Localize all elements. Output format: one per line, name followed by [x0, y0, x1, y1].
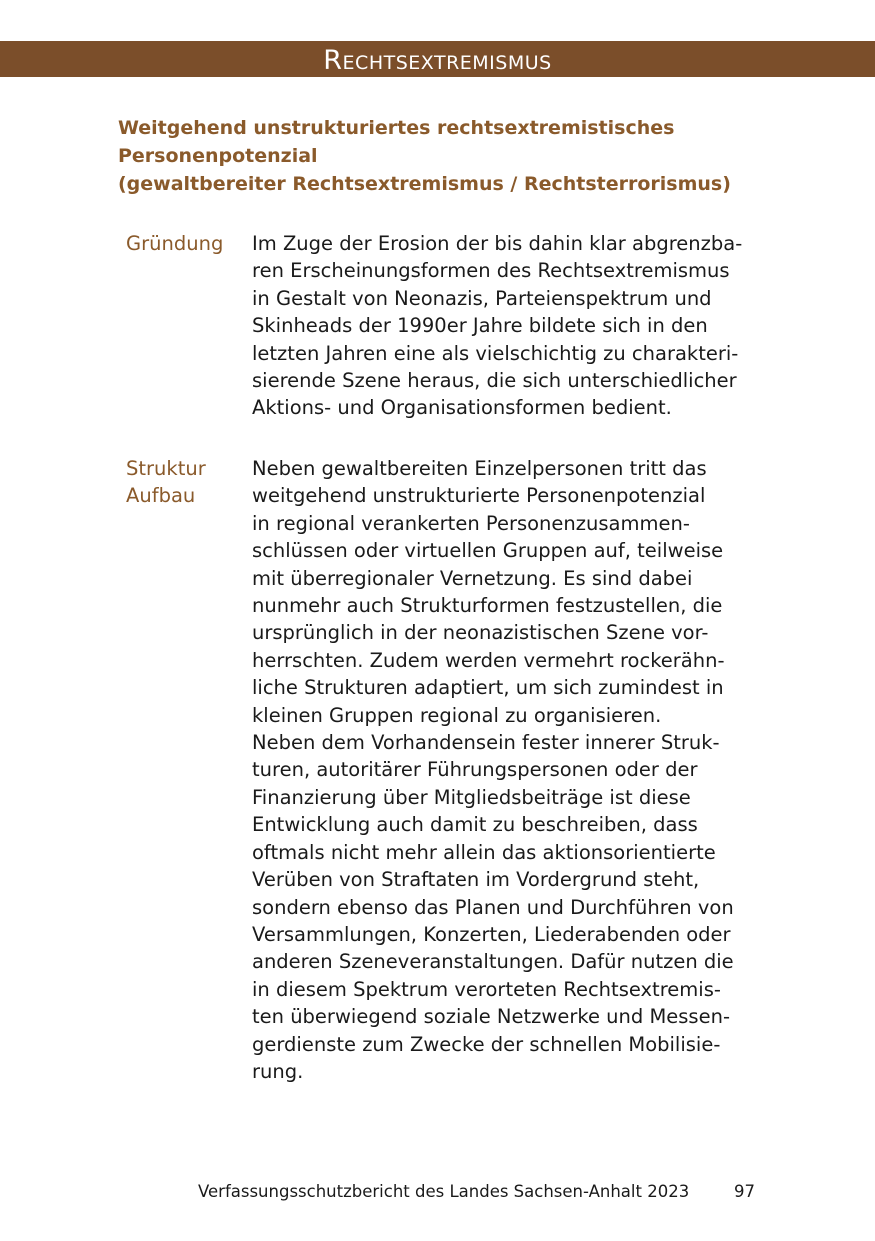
text-line: sondern ebenso das Planen und Durchführen von — [252, 895, 734, 919]
entry-label-struktur — [126, 455, 206, 510]
text-line: Finanzierung über Mitgliedsbeiträge ist diese — [252, 785, 691, 809]
footer-publication-title: Verfassungsschutzbericht des Landes Sachsen-Anhalt 2023 — [198, 1182, 690, 1201]
text-line: anderen Szeneveranstaltungen. Dafür nutzen die — [252, 950, 734, 974]
text-line: turen, autoritärer Führungspersonen oder der — [252, 758, 698, 782]
text-line: ten überwiegend soziale Netzwerke und Messen- — [252, 1005, 730, 1029]
entry-label-gruendung — [126, 230, 223, 257]
chapter-header-bar — [0, 41, 875, 77]
text-line: herrschten. Zudem werden vermehrt rockerähn- — [252, 648, 725, 672]
text-line: in diesem Spektrum verorteten Rechtsextremis- — [252, 977, 721, 1001]
text-line: kleinen Gruppen regional zu organisieren. — [252, 703, 662, 727]
text-line: Entwicklung auch damit zu beschreiben, dass — [252, 813, 698, 837]
text-line: schlüssen oder virtuellen Gruppen auf, teilweise — [252, 539, 724, 563]
text-line: ren Erscheinungsformen des Rechtsextremismus — [252, 259, 730, 283]
entry-text-gruendung — [252, 230, 752, 422]
text-line: sierende Szene heraus, die sich unterschiedlicher — [252, 369, 737, 393]
text-line: Versammlungen, Konzerten, Liederabenden oder — [252, 922, 731, 946]
entry-label-line: Aufbau — [126, 484, 196, 508]
section-heading-line: Personenpotenzial — [118, 145, 318, 167]
text-line: nunmehr auch Strukturformen festzustellen, die — [252, 594, 723, 618]
text-line: oftmals nicht mehr allein das aktionsorientierte — [252, 840, 716, 864]
text-line: gerdienste zum Zwecke der schnellen Mobilisie- — [252, 1032, 721, 1056]
text-line: ursprünglich in der neonazistischen Szene vor- — [252, 621, 709, 645]
text-line: mit überregionaler Vernetzung. Es sind dabei — [252, 566, 693, 590]
text-line: letzten Jahren eine als vielschichtig zu charakteri- — [252, 341, 739, 365]
section-heading-line: (gewaltbereiter Rechtsextremismus / Rechtsterrorismus) — [118, 173, 731, 195]
text-line: in regional verankerten Personenzusammen- — [252, 511, 690, 535]
entry-label-line: Struktur — [126, 457, 206, 480]
text-line: Aktions- und Organisationsformen bedient. — [252, 396, 672, 420]
text-line: Skinheads der 1990er Jahre bildete sich in den — [252, 314, 708, 338]
text-line: liche Strukturen adaptiert, um sich zumindest in — [252, 676, 724, 700]
entry-label-line: Gründung — [126, 232, 224, 255]
entry-text-struktur — [252, 455, 752, 1085]
text-line: rung. — [252, 1059, 304, 1083]
text-line: in Gestalt von Neonazis, Parteienspektrum und — [252, 286, 712, 310]
section-heading — [118, 114, 758, 198]
text-line: Neben gewaltbereiten Einzelpersonen tritt das — [252, 457, 707, 480]
section-heading-line: Weitgehend unstrukturiertes rechtsextremistisches — [118, 117, 675, 139]
text-line: Neben dem Vorhandensein fester innerer Struk- — [252, 731, 720, 755]
text-line: Im Zuge der Erosion der bis dahin klar abgrenzba- — [252, 232, 743, 255]
chapter-title: Rechtsextremismus — [323, 45, 552, 76]
footer-page-number: 97 — [734, 1182, 755, 1201]
text-line: weitgehend unstrukturierte Personenpotenzial — [252, 484, 706, 508]
text-line: Verüben von Straftaten im Vordergrund steht, — [252, 868, 700, 892]
